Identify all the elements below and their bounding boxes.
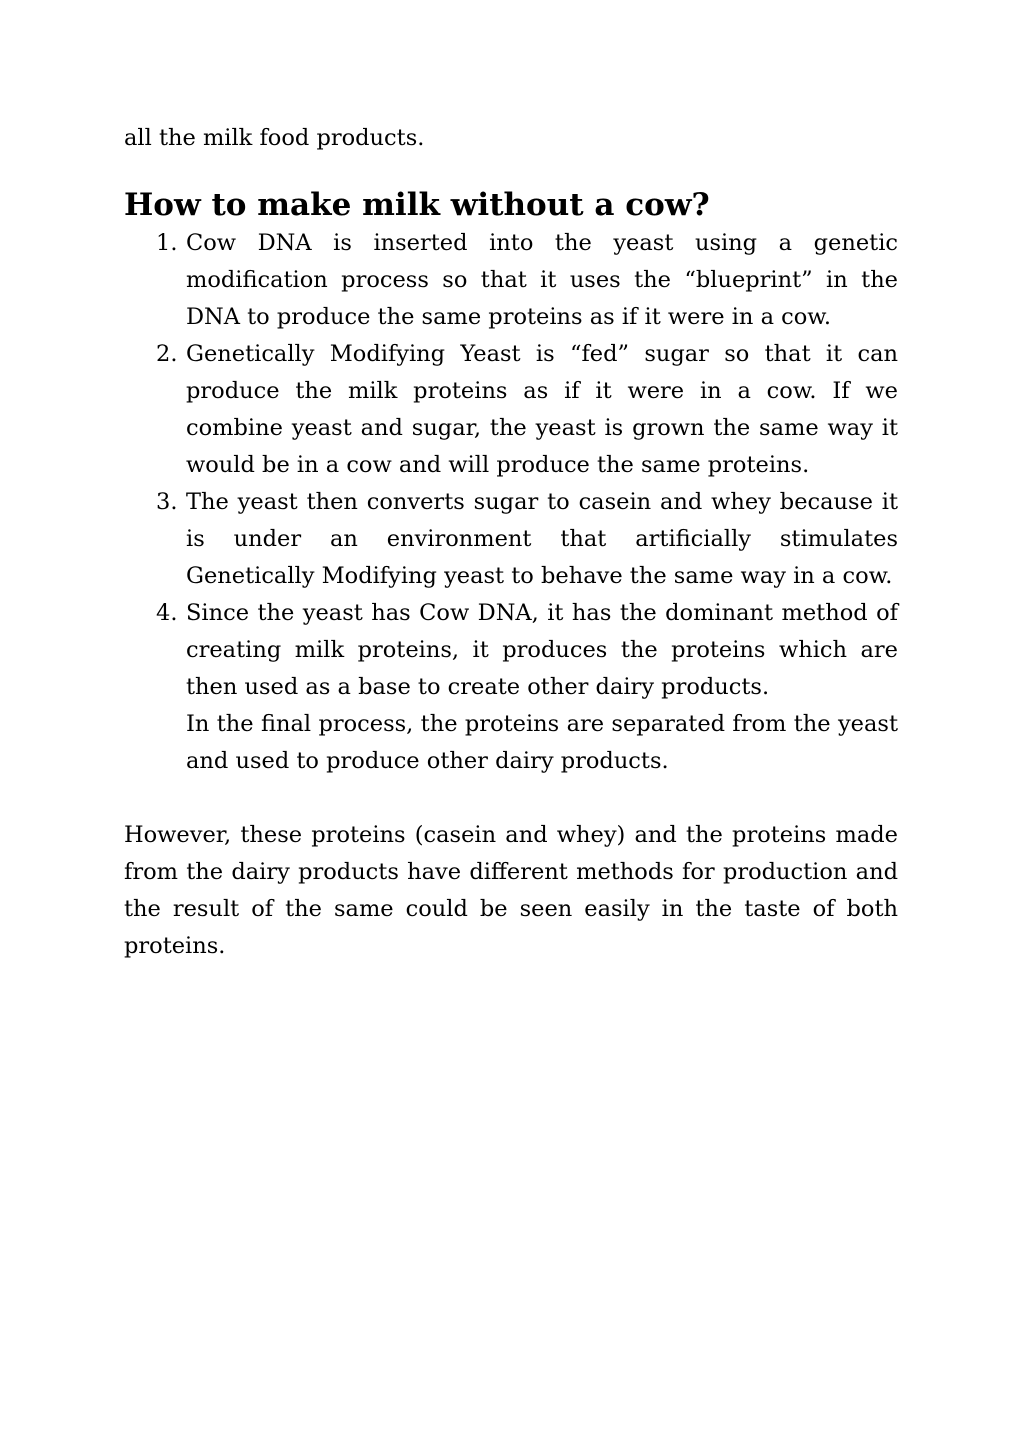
step-text: Genetically Modifying Yeast is “fed” sugar so that it can produce the milk proteins as if it were in a cow. If we combine yeast and sugar, the yeast is grown the same way it would be in a cow and will produce the same proteins.: [186, 341, 898, 478]
step-text: The yeast then converts sugar to casein and whey because it is under an environment that artificially stimulates Genetically Modifying yeast to behave the same way in a cow.: [186, 489, 898, 589]
step-text: Since the yeast has Cow DNA, it has the dominant method of creating milk proteins, it produces the proteins which are then used as a base to create other dairy products.: [186, 600, 898, 700]
list-item: [124, 225, 898, 336]
step-number: 4.: [156, 600, 178, 626]
step-number: 1.: [156, 230, 178, 256]
closing-paragraph: However, these proteins (casein and whey) and the proteins made from the dairy products have different methods for production and the result of the same could be seen easily in the taste of both proteins.: [124, 822, 898, 959]
step-text: Cow DNA is inserted into the yeast using a genetic modification process so that it uses the “blueprint” in the DNA to produce the same proteins as if it were in a cow.: [186, 230, 898, 330]
list-item: [124, 484, 898, 595]
steps-list: [124, 225, 898, 706]
document-page: [124, 120, 898, 965]
step-number: 3.: [156, 489, 178, 515]
step-number: 2.: [156, 341, 178, 367]
list-item: [124, 595, 898, 706]
intro-fragment: all the milk food products.: [124, 125, 425, 151]
list-item: [124, 336, 898, 484]
step-continuation: In the final process, the proteins are separated from the yeast and used to produce other dairy products.: [186, 711, 898, 774]
section-heading: How to make milk without a cow?: [124, 187, 710, 223]
